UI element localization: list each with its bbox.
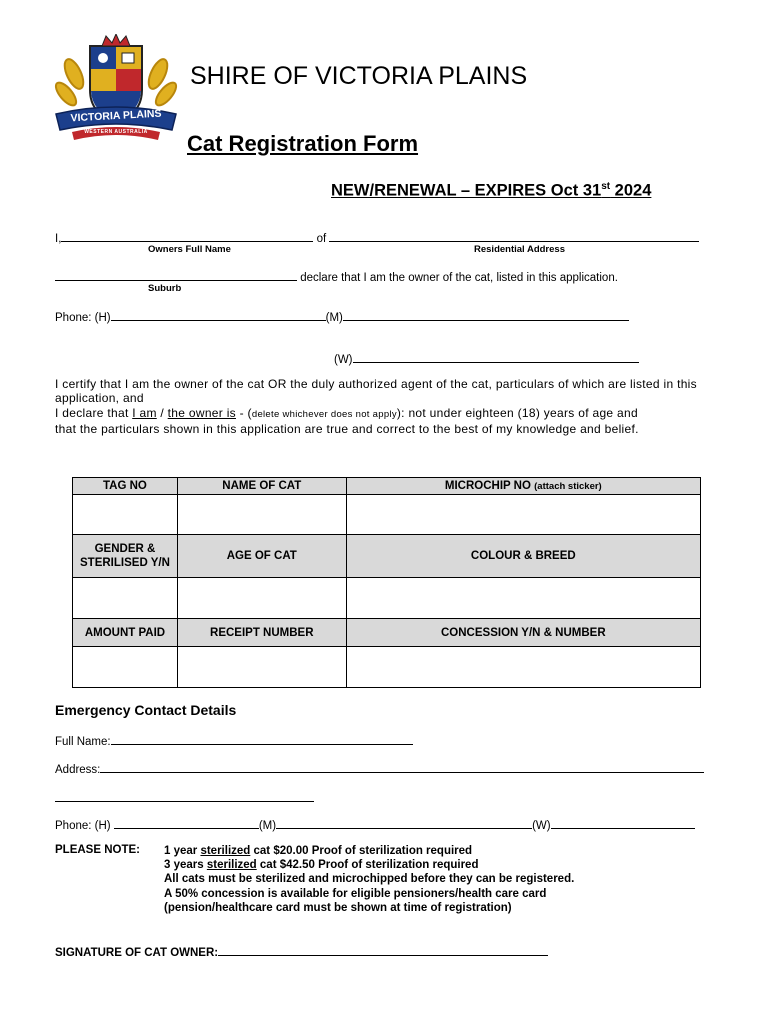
owner-is-option[interactable]: the owner is [167, 405, 236, 420]
registration-table [72, 477, 701, 688]
expiry-prefix: NEW/RENEWAL – EXPIRES Oct 31 [331, 181, 602, 200]
dash: - ( [235, 405, 252, 420]
phone-m-label: (M) [325, 312, 343, 324]
owner-phone-m-field[interactable] [343, 309, 629, 321]
amount-paid-header: AMOUNT PAID [73, 619, 178, 647]
table-input-row-3 [73, 647, 701, 688]
certify-line-2 [55, 406, 720, 422]
owner-phone-w-field[interactable] [353, 351, 639, 363]
signature-field[interactable] [218, 944, 548, 956]
microchip-cell[interactable] [346, 495, 700, 535]
emergency-address-field[interactable] [100, 761, 704, 773]
tag-no-header: TAG NO [73, 478, 178, 495]
microchip-note: (attach sticker) [534, 480, 602, 492]
age-cell[interactable] [177, 578, 346, 619]
emergency-phone-w-field[interactable] [551, 817, 695, 829]
expiry-sup: st [601, 181, 611, 192]
delete-note: delete whichever does not apply [251, 408, 397, 420]
receipt-header: RECEIPT NUMBER [177, 619, 346, 647]
note-line-3: All cats must be sterilized and microchipped before they can be registered. [164, 873, 575, 886]
age-header: AGE OF CAT [177, 535, 346, 578]
address-label: Address: [55, 764, 101, 776]
emergency-phone-line [55, 817, 695, 832]
please-note-body [164, 844, 574, 915]
emergency-phone-h-field[interactable] [114, 817, 259, 829]
name-of-cat-cell[interactable] [177, 495, 346, 535]
slash: / [156, 405, 168, 420]
signature-line [55, 944, 548, 959]
tag-no-cell[interactable] [73, 495, 178, 535]
emergency-address-line [55, 761, 704, 776]
owner-name-line [55, 230, 699, 245]
emergency-phone-w-label: (W) [532, 820, 551, 832]
emergency-phone-m-field[interactable] [276, 817, 532, 829]
i-label: I, [55, 233, 62, 245]
certify-line-2-start: I declare that [55, 405, 133, 420]
table-header-row-2 [73, 535, 701, 578]
table-input-row-2 [73, 578, 701, 619]
owner-name-field[interactable] [61, 230, 313, 242]
residential-address-field[interactable] [329, 230, 699, 242]
note-line-4: A 50% concession is available for eligible pensioners/health care card [164, 887, 547, 900]
of-label: of [316, 233, 327, 245]
note-line-1: 1 year sterilized cat $20.00 Proof of sterilization required [164, 845, 473, 857]
expiry-heading [331, 181, 651, 201]
microchip-label: MICROCHIP NO [444, 479, 535, 492]
phone-w-label: (W) [334, 354, 353, 366]
amount-paid-cell[interactable] [73, 647, 178, 688]
emergency-phone-h-label: Phone: (H) [55, 820, 114, 832]
note-line-5: (pension/healthcare card must be shown at time of registration) [164, 901, 512, 914]
certify-paragraph [55, 377, 720, 436]
colour-breed-cell[interactable] [346, 578, 700, 619]
emergency-heading: Emergency Contact Details [55, 702, 237, 718]
certify-line-2-end: ): not under eighteen (18) years of age and [396, 405, 638, 420]
table-header-row-1 [73, 478, 701, 495]
owner-phone-h-field[interactable] [111, 309, 326, 321]
gender-header: GENDER & STERILISED Y/N [73, 535, 178, 578]
owner-phone-line [55, 309, 629, 324]
emergency-phone-m-label: (M) [258, 820, 277, 832]
logo-banner-subtext: WESTERN AUSTRALIA [84, 129, 148, 135]
table-input-row-1 [73, 495, 701, 535]
full-name-label: Full Name: [55, 736, 111, 748]
emergency-address-line-2 [55, 790, 314, 805]
owner-phone-w-line [334, 351, 639, 366]
emergency-address-field-2[interactable] [55, 790, 314, 802]
suburb-caption: Suburb [148, 283, 182, 294]
gender-cell[interactable] [73, 578, 178, 619]
form-title: Cat Registration Form [187, 131, 419, 156]
microchip-header [346, 478, 700, 495]
shire-name: SHIRE OF VICTORIA PLAINS [190, 62, 528, 90]
shire-logo [52, 34, 180, 146]
i-am-option[interactable]: I am [132, 405, 157, 420]
expiry-year: 2024 [610, 181, 652, 200]
colour-breed-header: COLOUR & BREED [346, 535, 700, 578]
please-note-label: PLEASE NOTE: [55, 844, 140, 856]
emergency-name-field[interactable] [111, 733, 413, 745]
table-header-row-3 [73, 619, 701, 647]
phone-h-label: Phone: (H) [55, 312, 111, 324]
receipt-cell[interactable] [177, 647, 346, 688]
owner-name-caption: Owners Full Name [148, 244, 231, 255]
concession-cell[interactable] [346, 647, 700, 688]
declare-text: declare that I am the owner of the cat, listed in this application. [300, 272, 618, 284]
suburb-field[interactable] [55, 269, 297, 281]
logo-banner-text: VICTORIA PLAINS [70, 107, 162, 125]
certify-line-1: I certify that I am the owner of the cat OR the duly authorized agent of the cat, particulars of which are listed in this application, and [55, 377, 697, 406]
emergency-name-line [55, 733, 413, 748]
suburb-line [55, 269, 618, 284]
certify-line-3: that the particulars shown in this application are true and correct to the best of my knowledge and belief. [55, 421, 639, 436]
address-caption: Residential Address [474, 244, 565, 255]
note-line-2: 3 years sterilized cat $42.50 Proof of sterilization required [164, 859, 479, 872]
name-of-cat-header: NAME OF CAT [177, 478, 346, 495]
concession-header: CONCESSION Y/N & NUMBER [346, 619, 700, 647]
signature-label: SIGNATURE OF CAT OWNER: [55, 947, 219, 959]
